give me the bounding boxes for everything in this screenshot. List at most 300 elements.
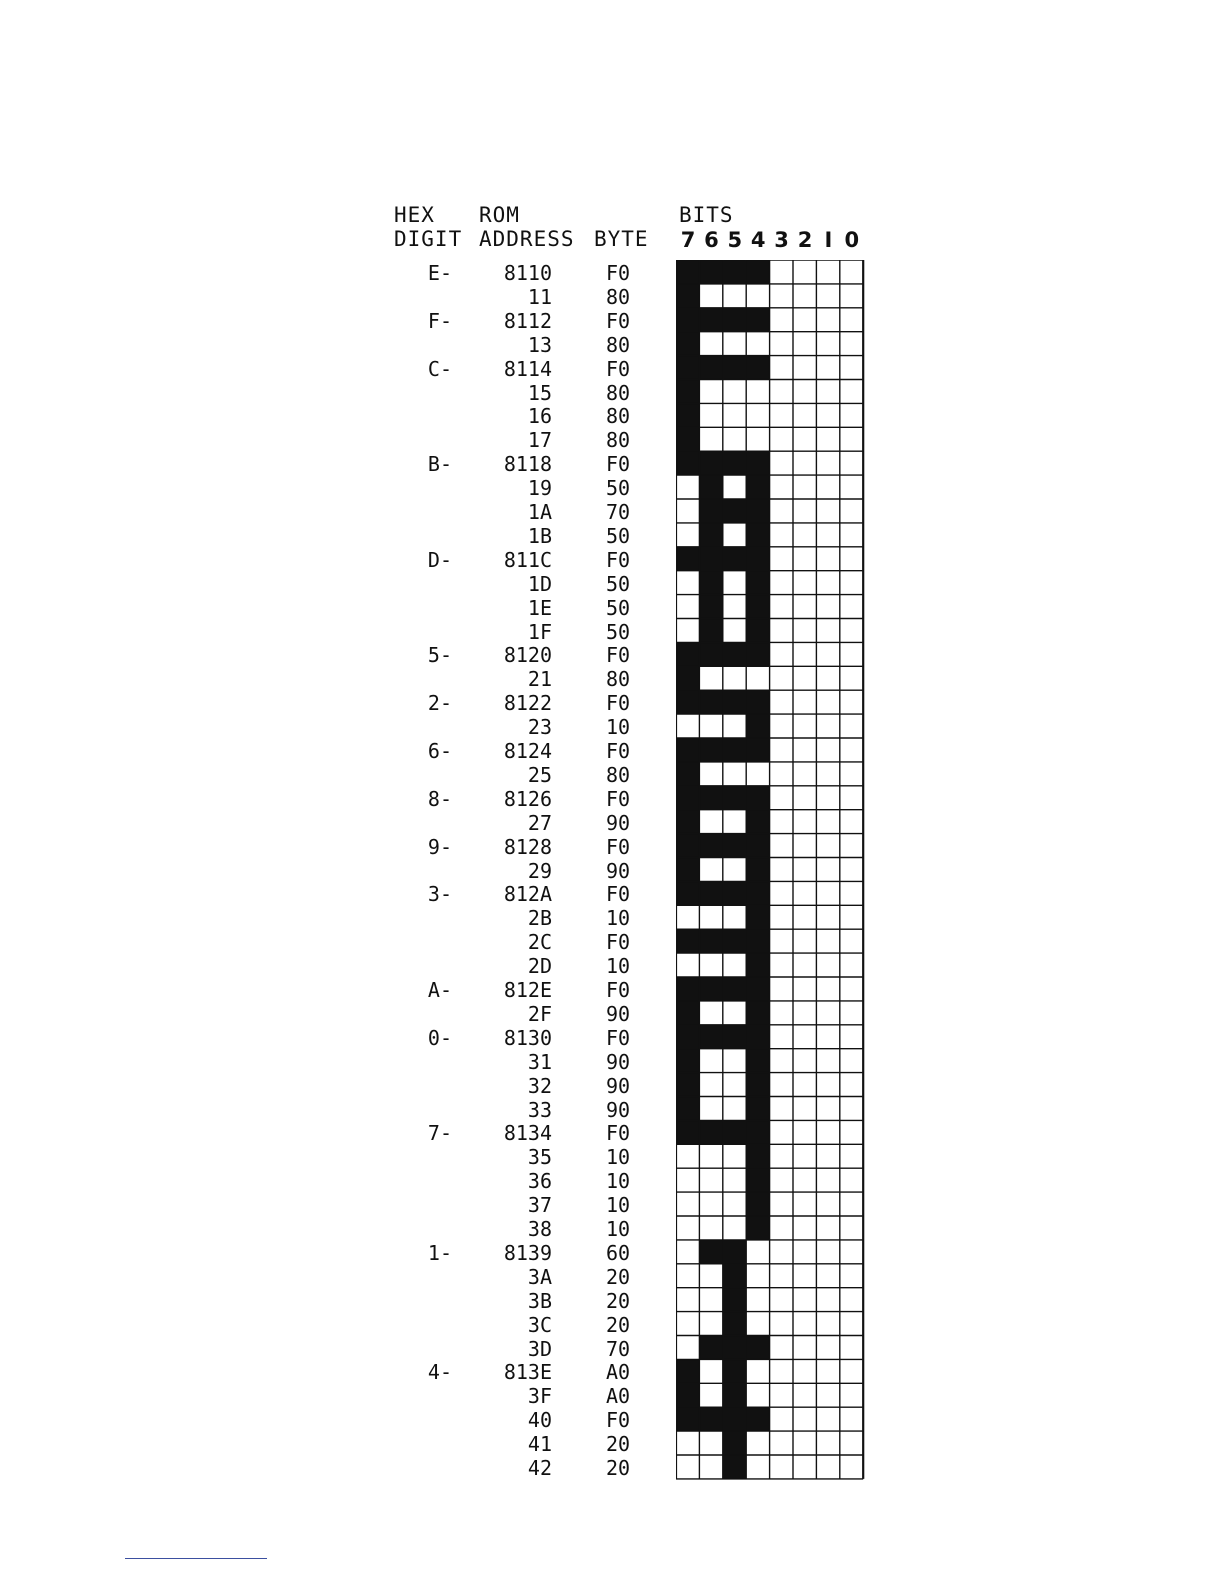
bit-cell-off — [676, 1336, 700, 1361]
bit-cell-off — [770, 427, 794, 452]
rom-address: 27 — [527, 810, 552, 835]
bit-cell-off — [699, 1312, 723, 1337]
bit-cell-on — [676, 260, 700, 285]
bit-cell-off — [723, 762, 747, 787]
bit-cell-off — [793, 380, 817, 405]
hex-digit-header-line2: DIGIT — [394, 227, 463, 251]
byte-value: 20 — [606, 1456, 631, 1480]
bit-cell-off — [816, 810, 840, 835]
bit-cell-off — [699, 1431, 723, 1456]
bit-cell-on — [723, 451, 747, 476]
byte-value: 10 — [606, 1145, 631, 1170]
byte-value: 10 — [606, 954, 631, 979]
bit-cell-off — [793, 858, 817, 883]
bit-cell-on — [676, 786, 700, 811]
bit-cell-on — [746, 1073, 770, 1098]
hex-digit-label: F- — [427, 308, 452, 333]
bit-cell-off — [816, 690, 840, 715]
rom-address: 17 — [527, 428, 552, 453]
bit-cell-off — [746, 666, 770, 691]
byte-value: 10 — [606, 1169, 631, 1194]
rom-address: 8120 — [503, 643, 552, 668]
bit-cell-on — [746, 499, 770, 524]
bit-cell-off — [793, 1312, 817, 1337]
bit-cell-off — [723, 953, 747, 978]
bit-cell-off — [816, 834, 840, 859]
byte-header: BYTE — [594, 227, 649, 251]
bit-cell-off — [816, 1001, 840, 1026]
bit-cell-on — [676, 1097, 700, 1122]
bit-cell-off — [746, 1455, 770, 1480]
bit-cell-off — [699, 1001, 723, 1026]
bit-cell-off — [676, 1240, 700, 1265]
bit-cell-on — [699, 475, 723, 500]
bit-cell-off — [793, 1192, 817, 1217]
bit-cell-off — [723, 1001, 747, 1026]
bit-cell-on — [723, 977, 747, 1002]
bit-cell-on — [699, 881, 723, 906]
bit-cell-on — [676, 1073, 700, 1098]
byte-value: A0 — [606, 1360, 631, 1385]
bit-cell-off — [793, 1097, 817, 1122]
hex-digit-label: 4- — [427, 1360, 452, 1385]
bit-number-1: 6 — [704, 228, 719, 252]
byte-value: 10 — [606, 1217, 631, 1241]
bit-cell-off — [770, 1264, 794, 1289]
bit-cell-on — [746, 953, 770, 978]
byte-value: 80 — [606, 762, 631, 787]
bit-cell-off — [770, 858, 794, 883]
bit-cell-on — [746, 905, 770, 930]
bit-cell-on — [676, 308, 700, 333]
bit-cell-on — [746, 1144, 770, 1169]
bit-cell-on — [723, 881, 747, 906]
bit-cell-on — [723, 786, 747, 811]
bit-cell-off — [723, 475, 747, 500]
bit-cell-off — [793, 451, 817, 476]
bit-cell-off — [793, 260, 817, 285]
bit-cell-on — [746, 714, 770, 739]
bit-cell-off — [746, 284, 770, 309]
bit-cell-off — [793, 834, 817, 859]
bit-cell-on — [699, 929, 723, 954]
bit-cell-off — [770, 929, 794, 954]
bits-header: BITS — [679, 203, 734, 227]
rom-address: 16 — [527, 404, 552, 429]
bit-cell-off — [770, 714, 794, 739]
bit-cell-off — [770, 1001, 794, 1026]
bit-cell-on — [676, 403, 700, 428]
byte-value: 80 — [606, 284, 631, 309]
bit-cell-off — [723, 1073, 747, 1098]
bit-cell-off — [699, 1359, 723, 1384]
bit-cell-off — [723, 595, 747, 620]
bit-cell-off — [816, 284, 840, 309]
bit-cell-off — [840, 786, 864, 811]
rom-address: 40 — [527, 1408, 552, 1433]
byte-value: F0 — [606, 452, 631, 477]
bit-cell-off — [746, 762, 770, 787]
byte-value: F0 — [606, 834, 631, 859]
hex-digit-label: 9- — [427, 834, 452, 859]
bit-cell-on — [746, 1168, 770, 1193]
bit-cell-off — [816, 260, 840, 285]
bit-cell-off — [770, 1073, 794, 1098]
bit-cell-off — [723, 1192, 747, 1217]
bit-cell-off — [699, 380, 723, 405]
bit-cell-on — [723, 1025, 747, 1050]
bit-cell-off — [840, 1120, 864, 1145]
bit-cell-on — [746, 786, 770, 811]
byte-value: 90 — [606, 1049, 631, 1074]
bit-cell-on — [676, 547, 700, 572]
bit-cell-off — [816, 403, 840, 428]
bit-cell-off — [793, 1336, 817, 1361]
bit-cell-off — [746, 1383, 770, 1408]
bit-cell-off — [723, 427, 747, 452]
byte-value: F0 — [606, 882, 631, 907]
bit-cell-off — [723, 1168, 747, 1193]
bit-cell-off — [793, 547, 817, 572]
bit-cell-off — [816, 1120, 840, 1145]
bit-cell-off — [699, 905, 723, 930]
byte-value: F0 — [606, 691, 631, 716]
bit-cell-off — [723, 714, 747, 739]
bit-cell-off — [816, 499, 840, 524]
bit-cell-on — [746, 858, 770, 883]
bit-cell-off — [840, 834, 864, 859]
bit-cell-off — [770, 1240, 794, 1265]
rom-address: 812A — [503, 882, 552, 907]
bit-cell-off — [770, 786, 794, 811]
bit-cell-on — [723, 499, 747, 524]
bit-cell-off — [770, 738, 794, 763]
bit-cell-on — [746, 690, 770, 715]
bit-cell-on — [723, 1359, 747, 1384]
bit-cell-off — [793, 810, 817, 835]
rom-address: 36 — [527, 1169, 552, 1194]
bit-cell-off — [699, 332, 723, 357]
rom-address: 23 — [527, 715, 552, 740]
bit-cell-on — [746, 1336, 770, 1361]
bit-cell-off — [816, 356, 840, 381]
rom-address: 38 — [527, 1217, 552, 1241]
rom-address: 8126 — [503, 786, 552, 811]
bit-cell-off — [723, 619, 747, 644]
bit-cell-off — [793, 619, 817, 644]
bit-cell-off — [746, 1240, 770, 1265]
bit-cell-off — [840, 380, 864, 405]
bit-cell-on — [746, 1192, 770, 1217]
byte-value: F0 — [606, 1121, 631, 1146]
bit-cell-on — [723, 642, 747, 667]
bit-cell-off — [699, 1192, 723, 1217]
bit-cell-off — [816, 1383, 840, 1408]
bit-cell-off — [793, 1025, 817, 1050]
bit-cell-off — [770, 308, 794, 333]
bit-cell-off — [793, 881, 817, 906]
bit-cell-on — [746, 1097, 770, 1122]
bit-cell-on — [676, 666, 700, 691]
bit-number-0: 7 — [680, 228, 696, 252]
bit-cell-off — [816, 332, 840, 357]
bit-cell-on — [676, 1383, 700, 1408]
bit-cell-off — [816, 1407, 840, 1432]
bit-cell-off — [840, 595, 864, 620]
bit-cell-on — [699, 1120, 723, 1145]
bit-cell-on — [676, 1001, 700, 1026]
bit-cell-off — [840, 1144, 864, 1169]
bit-cell-off — [770, 260, 794, 285]
bit-cell-off — [770, 1168, 794, 1193]
byte-value: F0 — [606, 1408, 631, 1433]
bit-cell-off — [840, 523, 864, 548]
hex-digit-label: 5- — [427, 643, 452, 668]
bit-cell-on — [746, 451, 770, 476]
bit-cell-off — [840, 1073, 864, 1098]
bit-cell-off — [723, 284, 747, 309]
bit-cell-on — [676, 810, 700, 835]
bit-cell-off — [770, 666, 794, 691]
bit-cell-off — [840, 905, 864, 930]
bit-cell-off — [770, 762, 794, 787]
bit-cell-on — [699, 1407, 723, 1432]
bit-cell-off — [770, 475, 794, 500]
bit-cell-off — [770, 642, 794, 667]
byte-value: 50 — [606, 571, 631, 596]
bit-cell-off — [840, 881, 864, 906]
bit-cell-off — [770, 595, 794, 620]
bit-cell-off — [840, 953, 864, 978]
rom-address: 21 — [527, 667, 552, 692]
bit-cell-off — [723, 858, 747, 883]
rom-address: 3F — [527, 1384, 552, 1409]
bit-cell-on — [699, 595, 723, 620]
bit-cell-off — [816, 642, 840, 667]
rom-address: 2C — [527, 930, 552, 955]
bit-cell-on — [746, 929, 770, 954]
bit-cell-on — [723, 1407, 747, 1432]
bit-cell-off — [840, 1216, 864, 1241]
bit-cell-off — [676, 905, 700, 930]
bit-cell-on — [723, 356, 747, 381]
bit-cell-on — [676, 690, 700, 715]
bit-cell-off — [793, 1049, 817, 1074]
bit-cell-on — [676, 1049, 700, 1074]
bit-cell-off — [840, 356, 864, 381]
bit-cell-off — [770, 1431, 794, 1456]
rom-address-header-line2: ADDRESS — [479, 227, 575, 251]
bit-cell-off — [793, 690, 817, 715]
bit-cell-off — [770, 499, 794, 524]
bit-cell-off — [840, 738, 864, 763]
bit-cell-on — [676, 1407, 700, 1432]
bit-cell-off — [816, 953, 840, 978]
bit-cell-on — [699, 1240, 723, 1265]
bit-cell-off — [770, 1336, 794, 1361]
bit-cell-off — [723, 1049, 747, 1074]
hex-digit-label: 8- — [427, 786, 452, 811]
bit-cell-on — [746, 595, 770, 620]
byte-value: 80 — [606, 380, 631, 405]
bit-cell-off — [840, 666, 864, 691]
bit-cell-off — [770, 953, 794, 978]
bit-cell-off — [770, 1312, 794, 1337]
bit-cell-off — [770, 1359, 794, 1384]
rom-address: 8128 — [503, 834, 552, 859]
bit-cell-on — [723, 929, 747, 954]
bit-cell-off — [770, 1192, 794, 1217]
bit-cell-off — [840, 499, 864, 524]
bit-cell-off — [723, 403, 747, 428]
bit-cell-off — [770, 284, 794, 309]
hex-digit-label: A- — [427, 978, 452, 1002]
rom-address: 13 — [527, 332, 552, 357]
bit-cell-off — [793, 308, 817, 333]
bit-cell-off — [699, 403, 723, 428]
byte-value: 70 — [606, 500, 631, 524]
byte-value: 10 — [606, 715, 631, 740]
bit-cell-on — [676, 977, 700, 1002]
hex-digit-label: C- — [427, 356, 452, 381]
bit-cell-off — [746, 332, 770, 357]
bit-cell-off — [676, 1168, 700, 1193]
byte-value: 50 — [606, 595, 631, 620]
byte-value: 60 — [606, 1240, 631, 1265]
bit-cell-on — [723, 1288, 747, 1313]
bit-cell-on — [746, 1001, 770, 1026]
bit-cell-off — [676, 571, 700, 596]
rom-address: 8118 — [503, 452, 552, 477]
bit-cell-on — [746, 738, 770, 763]
hex-digit-label: 0- — [427, 1025, 452, 1050]
hex-digit-label: 2- — [427, 691, 452, 716]
rom-address: 19 — [527, 476, 552, 501]
byte-value: 20 — [606, 1288, 631, 1313]
bit-cell-off — [840, 451, 864, 476]
byte-value: 90 — [606, 1097, 631, 1122]
bit-cell-off — [793, 762, 817, 787]
byte-value: F0 — [606, 739, 631, 763]
bit-cell-off — [793, 1073, 817, 1098]
bit-cell-on — [699, 786, 723, 811]
bit-number-4: 3 — [774, 228, 789, 252]
bit-cell-off — [676, 595, 700, 620]
rom-address: 25 — [527, 762, 552, 787]
bit-cell-on — [699, 499, 723, 524]
bit-cell-on — [723, 1383, 747, 1408]
bit-cell-off — [816, 1264, 840, 1289]
byte-value: 80 — [606, 404, 631, 429]
bit-cell-off — [840, 1049, 864, 1074]
bit-cell-off — [840, 1336, 864, 1361]
bit-cell-on — [746, 642, 770, 667]
bit-cell-off — [746, 1264, 770, 1289]
bit-cell-on — [746, 308, 770, 333]
rom-address: 8112 — [503, 308, 552, 333]
bit-cell-off — [793, 284, 817, 309]
bit-cell-off — [816, 1240, 840, 1265]
byte-value: 80 — [606, 332, 631, 357]
bit-cell-off — [840, 762, 864, 787]
bit-cell-off — [816, 1359, 840, 1384]
bit-cell-off — [840, 1192, 864, 1217]
bit-cell-off — [793, 905, 817, 930]
bit-cell-off — [840, 571, 864, 596]
rom-address: 3C — [527, 1312, 552, 1337]
bit-cell-on — [699, 571, 723, 596]
bit-cell-on — [723, 260, 747, 285]
bit-cell-off — [770, 1383, 794, 1408]
bit-cell-off — [816, 929, 840, 954]
bit-cell-off — [723, 523, 747, 548]
byte-value: 50 — [606, 619, 631, 644]
bit-cell-on — [676, 1359, 700, 1384]
bit-cell-off — [793, 1120, 817, 1145]
bit-cell-on — [676, 642, 700, 667]
bit-cell-off — [816, 1431, 840, 1456]
bit-cell-off — [840, 1264, 864, 1289]
bit-cell-off — [816, 1288, 840, 1313]
bit-cell-off — [840, 475, 864, 500]
bit-cell-off — [723, 1097, 747, 1122]
bit-cell-off — [770, 451, 794, 476]
rom-address: 3D — [527, 1336, 552, 1361]
bit-cell-off — [699, 1097, 723, 1122]
bit-cell-on — [676, 427, 700, 452]
bit-cell-off — [816, 1025, 840, 1050]
rom-address: 1D — [527, 571, 552, 596]
bit-cell-on — [699, 642, 723, 667]
bit-cell-off — [816, 1097, 840, 1122]
bit-cell-off — [699, 762, 723, 787]
bit-cell-off — [793, 1216, 817, 1241]
bit-cell-off — [723, 380, 747, 405]
bit-cell-off — [816, 451, 840, 476]
bit-cell-on — [746, 523, 770, 548]
rom-address: 811C — [503, 547, 552, 572]
bit-cell-off — [840, 1359, 864, 1384]
rom-address: 32 — [527, 1073, 552, 1098]
bit-cell-off — [793, 595, 817, 620]
bit-cell-on — [723, 834, 747, 859]
bit-cell-on — [676, 929, 700, 954]
bit-cell-off — [770, 1455, 794, 1480]
bit-cell-off — [676, 475, 700, 500]
byte-value: F0 — [606, 547, 631, 572]
rom-address: 3B — [527, 1288, 552, 1313]
bit-cell-off — [723, 810, 747, 835]
bit-cell-on — [723, 690, 747, 715]
bit-cell-off — [793, 953, 817, 978]
rom-address: 8114 — [503, 356, 552, 381]
bit-cell-off — [793, 1407, 817, 1432]
rom-address: 11 — [527, 284, 552, 309]
bit-number-7: 0 — [844, 228, 860, 252]
rom-address: 3A — [527, 1264, 552, 1289]
rom-address: 2D — [527, 954, 552, 979]
bit-cell-on — [746, 260, 770, 285]
bit-cell-on — [676, 284, 700, 309]
hex-digit-label: 1- — [427, 1240, 452, 1265]
bit-cell-off — [816, 1192, 840, 1217]
bit-cell-on — [746, 834, 770, 859]
bit-cell-off — [840, 1312, 864, 1337]
bit-cell-on — [699, 690, 723, 715]
bit-cell-off — [676, 499, 700, 524]
bit-cell-off — [770, 523, 794, 548]
bit-cell-on — [723, 1264, 747, 1289]
